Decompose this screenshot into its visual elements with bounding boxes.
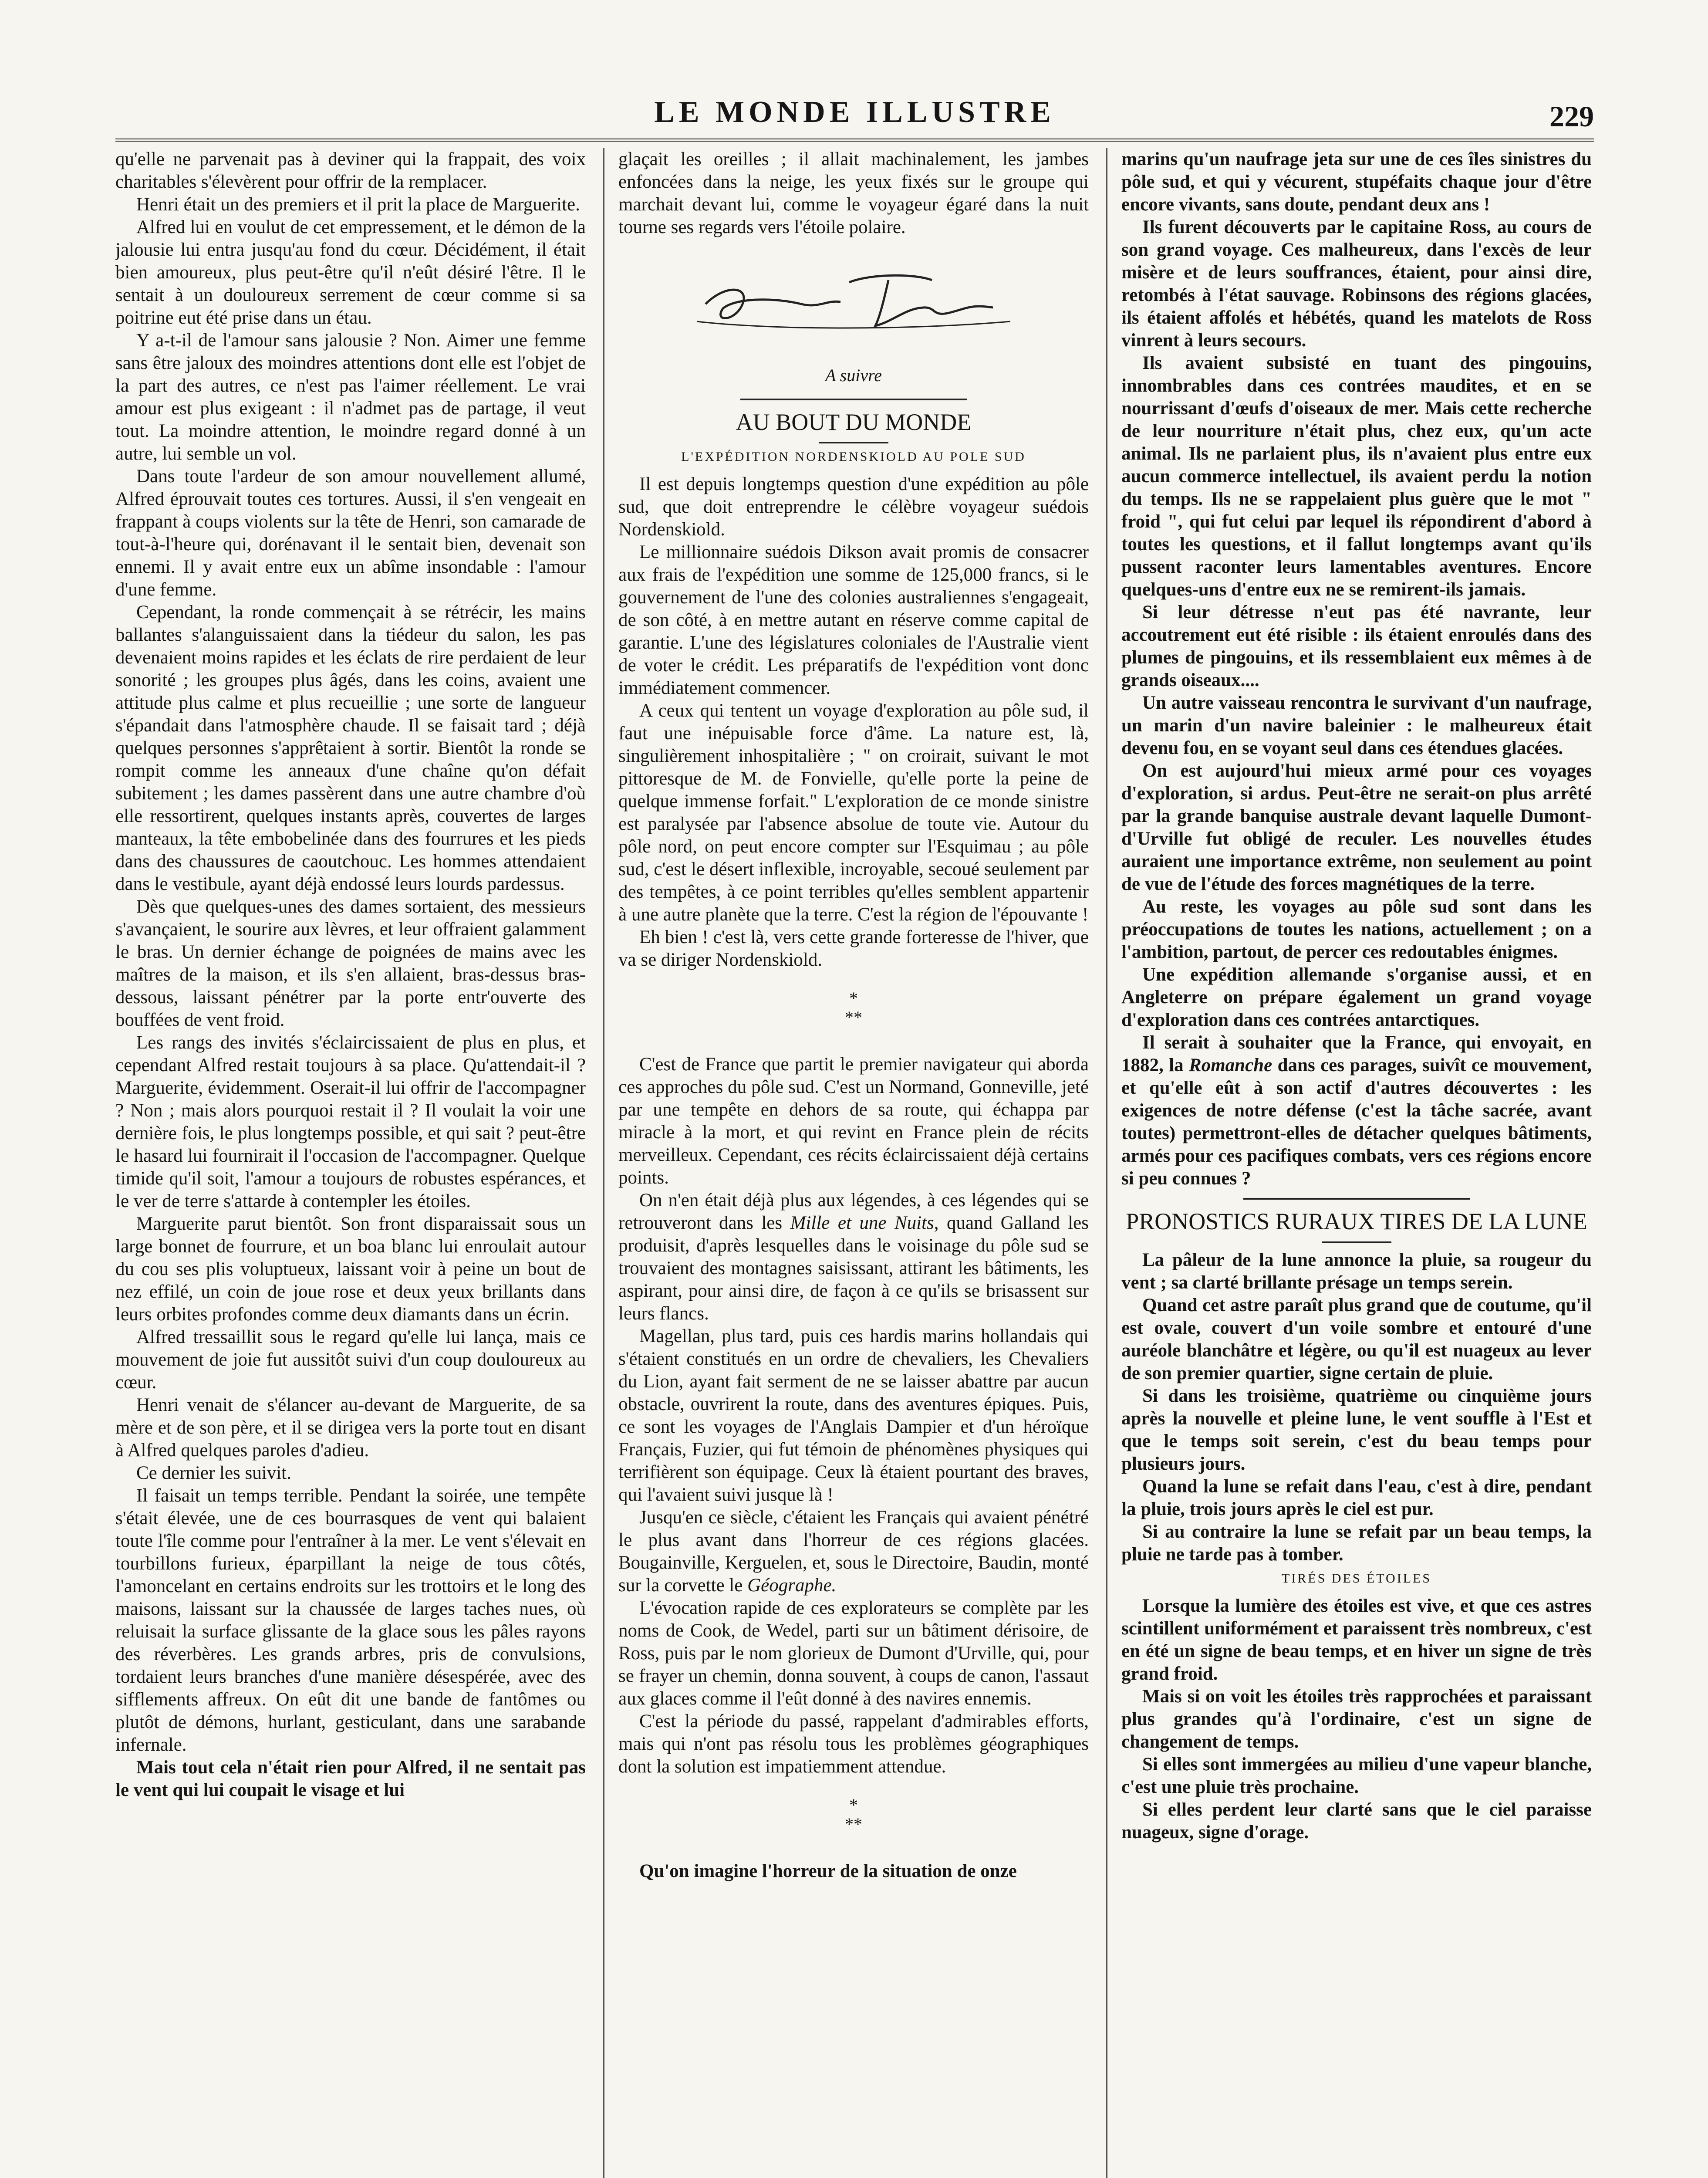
paragraph: Marguerite parut bientôt. Son front disparaissait sous un large bonnet de fourrure, et un boa blanc lui enroulait autour du cou ses plis voluptueux, laissant voir à peine un bout de nez effilé, un coin de joue rose et deux yeux brillants dans leurs orbites profondes comme deux diamants dans un écrin. xyxy=(115,1214,586,1325)
paragraph: Au reste, les voyages au pôle sud sont dans les préoccupations de toutes les nations, actuellement ; on a l'ambition, partout, de percer ces redoutables énigmes. xyxy=(1121,896,1592,962)
article-title: PRONOSTICS RURAUX TIRES DE LA LUNE xyxy=(1126,1208,1587,1234)
paragraph: Il faisait un temps terrible. Pendant la soirée, une tempête s'était élevée, une de ces bourrasques de vent qui balaient toute l'île comme pour l'entraîner à la mer. Le vent s'élevait en tourbillons furieux, éparpillant la neige de tous côtés, l'amoncelant en certains endroits sur les trottoirs et le long des maisons, laissant sur la chaussée de larges taches nues, où reluisait la surface glissante de la glace sous les pâles rayons des réverbères. Les grands arbres, pris de convulsions, tordaient leurs branches d'une manière désespérée, avec des sifflements affreux. On eût dit une bande de fantômes ou plutôt de démons, hurlant, gesticulant, dans une sarabande infernale. xyxy=(115,1485,586,1755)
text-run: , quand Galland les produisit, d'après lesquelles dans le voisinage du pôle sud se trouvaient des montagnes saisissant, attirant les bâtiments, les aspirant, pour ainsi dire, de façon à ce qu'ils se brisassent sur leurs flancs. xyxy=(618,1213,1089,1324)
paragraph: Si dans les troisième, quatrième ou cinquième jours après la nouvelle et pleine lune, le vent souffle à l'Est et que le temps soit serein, c'est du beau temps pour plusieurs jours. xyxy=(1121,1386,1592,1474)
author-signature xyxy=(618,256,1089,361)
paragraph: Un autre vaisseau rencontra le survivant d'un naufrage, un marin d'un navire baleinier : le malheureux était devenu fou, en se voyant seul dans ces étendues glacées. xyxy=(1121,693,1592,758)
asterism xyxy=(618,989,1089,1027)
paragraph: Mais tout cela n'était rien pour Alfred, il ne sentait pas le vent qui lui coupait le visage et lui xyxy=(115,1757,586,1800)
paragraph: On est aujourd'hui mieux armé pour ces voyages d'exploration, si ardus. Peut-être ne serait-on plus arrêté par la grande banquise australe devant laquelle Dumont-d'Urville fut obligé de reculer. Les nouvelles études auraient une importance extrême, non seulement au point de vue de l'étude des forces magnétiques de la terre. xyxy=(1121,761,1592,894)
paragraph: Ce dernier les suivit. xyxy=(136,1463,291,1483)
paragraph: La pâleur de la lune annonce la pluie, sa rougeur du vent ; sa clarté brillante présage un temps serein. xyxy=(1121,1250,1592,1293)
paragraph xyxy=(618,1506,1089,1597)
page-header xyxy=(115,95,1594,143)
paragraph: Les rangs des invités s'éclaircissaient de plus en plus, et cependant Alfred restait toujours à sa place. Qu'attendait-il ? Marguerite, évidemment. Oserait-il lui offrir de l'accompagner ? Non ; mais alors pourquoi restait il ? Il voulait la voir une dernière fois, le plus longtemps possible, et qui sait ? peut-être le hasard lui fournirait il l'occasion de l'accompagner. Quelque timide qu'il soit, l'amour a toujours de robustes espérances, et le ver de terre s'attarde à contempler les étoiles. xyxy=(115,1032,586,1211)
header-rule xyxy=(115,139,1594,142)
paragraph: Le millionnaire suédois Dikson avait promis de consacrer aux frais de l'expédition une somme de 125,000 francs, si le gouvernement de l'une des colonies australiennes s'engageait, de son côté, à en mettre autant en réserve comme capital de garantie. L'une des législatures coloniales de l'Australie vient de voter le crédit. Les préparatifs de l'expédition vont donc immédiatement commencer. xyxy=(618,542,1089,698)
title-rule xyxy=(1322,1241,1391,1243)
paragraph: Une expédition allemande s'organise aussi, et en Angleterre on prépare également un grand voyage d'exploration dans ces contrées antarctiques. xyxy=(1121,964,1592,1030)
masthead-title: LE MONDE ILLUSTRE xyxy=(654,95,1055,129)
paragraph: C'est de France que partit le premier navigateur qui aborda ces approches du pôle sud. C'est un Normand, Gonneville, jeté par une tempête en dehors de sa route, qui échappa par miracle à la mort, et qui revint en France plein de récits merveilleux. Cependant, ces récits éclaircissaient déjà certains points. xyxy=(618,1054,1089,1188)
paragraph: Quand cet astre paraît plus grand que de coutume, qu'il est ovale, couvert d'un voile sombre et entouré d'une auréole blanchâtre et légère, ou qu'il est nuageux au lever de son premier quartier, signe certain de pluie. xyxy=(1121,1295,1592,1383)
paragraph: C'est la période du passé, rappelant d'admirables efforts, mais qui n'ont pas résolu tous les problèmes géographiques dont la solution est impatiemment attendue. xyxy=(618,1711,1089,1777)
text-run: Jusqu'en ce siècle, c'étaient les Français qui avaient pénétré le plus avant dans l'horreur de ces régions glacées. Bougainville, Kerguelen, et, sous le Directoire, Baudin, monté sur la corvette le xyxy=(618,1507,1089,1596)
paragraph: Si elles perdent leur clarté sans que le ciel paraisse nuageux, signe d'orage. xyxy=(1121,1799,1592,1843)
paragraph: Si elles sont immergées au milieu d'une vapeur blanche, c'est une pluie très prochaine. xyxy=(1121,1754,1592,1797)
signature-handwriting xyxy=(688,256,1019,352)
book-title: Mille et une Nuits xyxy=(790,1213,934,1233)
paragraph: Qu'on imagine l'horreur de la situation de onze xyxy=(639,1861,1017,1881)
ship-name: Géographe. xyxy=(747,1575,837,1596)
asterism-bottom: ** xyxy=(845,1814,862,1834)
ship-name: Romanche xyxy=(1189,1055,1273,1075)
section-subhead: TIRÉS DES ÉTOILES xyxy=(1281,1571,1432,1586)
asterism xyxy=(618,1796,1089,1834)
paragraph: Magellan, plus tard, puis ces hardis marins hollandais qui s'étaient constitués en un ordre de chevaliers, les Chevaliers du Lion, ayant fait serment de ne se laisser abattre par aucun obstacle, ouvrirent la route, dans des aventures épiques. Puis, ce sont les voyages de l'Anglais Dampier et d'un héroïque Français, Fuzier, qui fut témoin de phénomènes physiques qui terrifièrent son équipage. Ceux là étaient pourtant des braves, qui l'avaient suivi jusque là ! xyxy=(618,1326,1089,1505)
text-run: dans ces parages, suivît ce mouvement, et qu'elle eût à son actif d'autres découvertes : les exigences de notre défense (c'est la tâche sacrée, avant toutes) permettront-elles de détacher quelques bâtiments, armés pour ces pacifiques combats, vers ces régions encore si peu connues ? xyxy=(1121,1055,1592,1189)
paragraph: Dans toute l'ardeur de son amour nouvellement allumé, Alfred éprouvait toutes ces tortures. Aussi, il s'en vengeait en frappant à coups violents sur la tête de Henri, son camarade de tout-à-l'heure qui, dorénavant il le sentait bien, devenait son ennemi. Il y avait entre eux un abîme insondable : l'amour d'une femme. xyxy=(115,466,586,600)
column-2 xyxy=(618,148,1089,2178)
paragraph: Henri venait de s'élancer au-devant de Marguerite, de sa mère et de son père, et il se dirigea vers la porte tout en disant à Alfred quelques paroles d'adieu. xyxy=(115,1395,586,1461)
paragraph: Si au contraire la lune se refait par un beau temps, la pluie ne tarde pas à tomber. xyxy=(1121,1522,1592,1565)
asterism-bottom: ** xyxy=(845,1008,862,1027)
paragraph: Quand la lune se refait dans l'eau, c'est à dire, pendant la pluie, trois jours après le ciel est pur. xyxy=(1121,1476,1592,1519)
paragraph: Ils furent découverts par le capitaine Ross, au cours de son grand voyage. Ces malheureux, dans l'excès de leur misère et de leurs souffrances, étaient, pour ainsi dire, retombés à l'état sauvage. Robinsons des régions glacées, ils étaient affolés et hébétés, quand les matelots de Ross vinrent à leurs secours. xyxy=(1121,217,1592,351)
text-run: Il serait à souhaiter que la France, qui envoyait, en 1882, la xyxy=(1121,1032,1592,1075)
paragraph: qu'elle ne parvenait pas à deviner qui la frappait, des voix charitables s'élevèrent pour offrir de la remplacer. xyxy=(115,149,586,192)
paragraph: Ils avaient subsisté en tuant des pingouins, innombrables dans ces contrées maudites, et en se nourrissant d'œufs d'oiseaux de mer. Mais cette recherche de leur nourriture n'était plus, chez eux, qu'un acte animal. Ils ne parlaient plus, ils n'avaient plus entre eux aucun commerce intellectuel, ils avaient perdu la notion du temps. Ils ne se rappelaient plus guère que le mot " froid ", qui fut celui par lequel ils répondirent d'abord à toutes les questions, et il fallut longtemps avant qu'ils pussent raconter leurs lamentables aventures. Encore quelques-uns d'entre eux ne se remirent-ils jamais. xyxy=(1121,353,1592,600)
column-1 xyxy=(115,148,586,2178)
paragraph: glaçait les oreilles ; il allait machinalement, les jambes enfoncées dans la neige, les yeux fixés sur le groupe qui marchait devant lui, comme le voyageur égaré dans la nuit tourne ses regards vers l'étoile polaire. xyxy=(618,149,1089,237)
article-subtitle: L'EXPÉDITION NORDENSKIOLD AU POLE SUD xyxy=(681,450,1026,464)
column-separator xyxy=(603,148,604,2178)
paragraph: Eh bien ! c'est là, vers cette grande forteresse de l'hiver, que va se diriger Nordenskiold. xyxy=(618,927,1089,970)
to-be-continued: A suivre xyxy=(825,365,882,385)
paragraph: Il est depuis longtemps question d'une expédition au pôle sud, que doit entreprendre le célèbre voyageur suédois Nordenskiold. xyxy=(618,474,1089,540)
paragraph: marins qu'un naufrage jeta sur une de ces îles sinistres du pôle sud, et qui y vécurent, stupéfaits chaque jour d'être encore vivants, sans doute, pendant deux ans ! xyxy=(1121,149,1592,215)
paragraph: Alfred lui en voulut de cet empressement, et le démon de la jalousie lui entra jusqu'au fond du cœur. Décidément, il était bien amoureux, plus peut-être qu'il n'eût désiré l'être. Il le sentait à un douloureux serrement de cœur comme si sa poitrine eut été prise dans un étau. xyxy=(115,217,586,328)
paragraph: A ceux qui tentent un voyage d'exploration au pôle sud, il faut une inépuisable force d'âme. La nature est, là, singulièrement inhospitalière ; " on croirait, suivant le mot pittoresque de M. de Fonvielle, qu'elle porte la peine de quelque immense forfait." L'exploration de ce monde sinistre est paralysée par l'absence absolue de toute vie. Autour du pôle nord, on peut encore compter sur l'Esquimau ; au pôle sud, c'est le désert inflexible, incroyable, secoué seulement par des tempêtes, à ce point terribles qu'elles semblent appartenir à une autre planète que la terre. C'est la région de l'épouvante ! xyxy=(618,700,1089,925)
paragraph: L'évocation rapide de ces explorateurs se complète par les noms de Cook, de Wedel, parti sur un bâtiment dérisoire, de Ross, puis par le nom glorieux de Dumont d'Urville, qui, pour se frayer un chemin, donna souvent, à coups de canon, l'assaut aux glaces comme il l'eût donné à des navires ennemis. xyxy=(618,1598,1089,1709)
paragraph: Mais si on voit les étoiles très rapprochées et paraissant plus grandes qu'à l'ordinaire, c'est un signe de changement de temps. xyxy=(1121,1686,1592,1752)
asterism-top: * xyxy=(849,988,858,1008)
paragraph: Dès que quelques-unes des dames sortaient, des messieurs s'avançaient, le sourire aux lèvres, et leur offraient galamment le bras. Un dernier échange de poignées de mains avec les maîtres de la maison, et ils s'en allaient, bras-dessus bras-dessous, laissant pénétrer par la porte entr'ouverte des bouffées de vent froid. xyxy=(115,896,586,1030)
section-rule xyxy=(740,399,967,400)
paragraph: Henri était un des premiers et il prit la place de Marguerite. xyxy=(136,194,580,215)
paragraph: Cependant, la ronde commençait à se rétrécir, les mains ballantes s'alanguissaient dans la tiédeur du salon, les pas devenaient moins rapides et les éclats de rire perdaient de leur sonorité ; les groupes plus âgés, dans les coins, avaient une attitude plus calme et plus recueillie ; une sorte de langueur s'épandait dans l'atmosphère chaude. Il se faisait tard ; déjà quelques personnes s'apprêtaient à sortir. Bientôt la ronde se rompit comme les anneaux d'une chaîne qu'on défait subitement ; les dames passèrent dans une autre chambre d'où elle ressortirent, quelques instants après, couvertes de larges manteaux, la tête embobelinée dans des fourrures et les pieds dans des chaussures de caoutchouc. Les hommes attendaient dans le vestibule, ayant déjà endossé leurs lourds pardessus. xyxy=(115,602,586,894)
asterism-top: * xyxy=(849,1795,858,1815)
text-run: On n'en était déjà plus aux légendes, à ces légendes qui se retrouveront dans les xyxy=(618,1190,1089,1233)
paragraph: Y a-t-il de l'amour sans jalousie ? Non. Aimer une femme sans être jaloux des moindres attentions dont elle est l'objet de la part des autres, ce n'est pas l'aimer réellement. Le vrai amour est plus exigeant : il n'admet pas de partage, il veut tout. La moindre attention, le moindre regard donné à un autre, lui semble un vol. xyxy=(115,330,586,464)
paragraph xyxy=(618,1189,1089,1325)
paragraph: Lorsque la lumière des étoiles est vive, et que ces astres scintillent uniformément et paraissent très nombreux, c'est en été un signe de beau temps, et en hiver un signe de très grand froid. xyxy=(1121,1596,1592,1684)
article-title: AU BOUT DU MONDE xyxy=(736,409,972,435)
title-rule xyxy=(819,442,888,443)
paragraph: Alfred tressaillit sous le regard qu'elle lui lança, mais ce mouvement de joie fut aussitôt suivi d'un coup douloureux au cœur. xyxy=(115,1327,586,1393)
section-rule xyxy=(1243,1198,1470,1200)
paragraph xyxy=(1121,1032,1592,1190)
column-separator xyxy=(1106,148,1107,2178)
page-number: 229 xyxy=(1549,100,1594,133)
paragraph: Si leur détresse n'eut pas été navrante, leur accoutrement eut été risible : ils étaient enroulés dans des plumes de pingouins, et ils ressemblaient eux mêmes à de grands oiseaux.... xyxy=(1121,602,1592,690)
column-3 xyxy=(1121,148,1592,2178)
